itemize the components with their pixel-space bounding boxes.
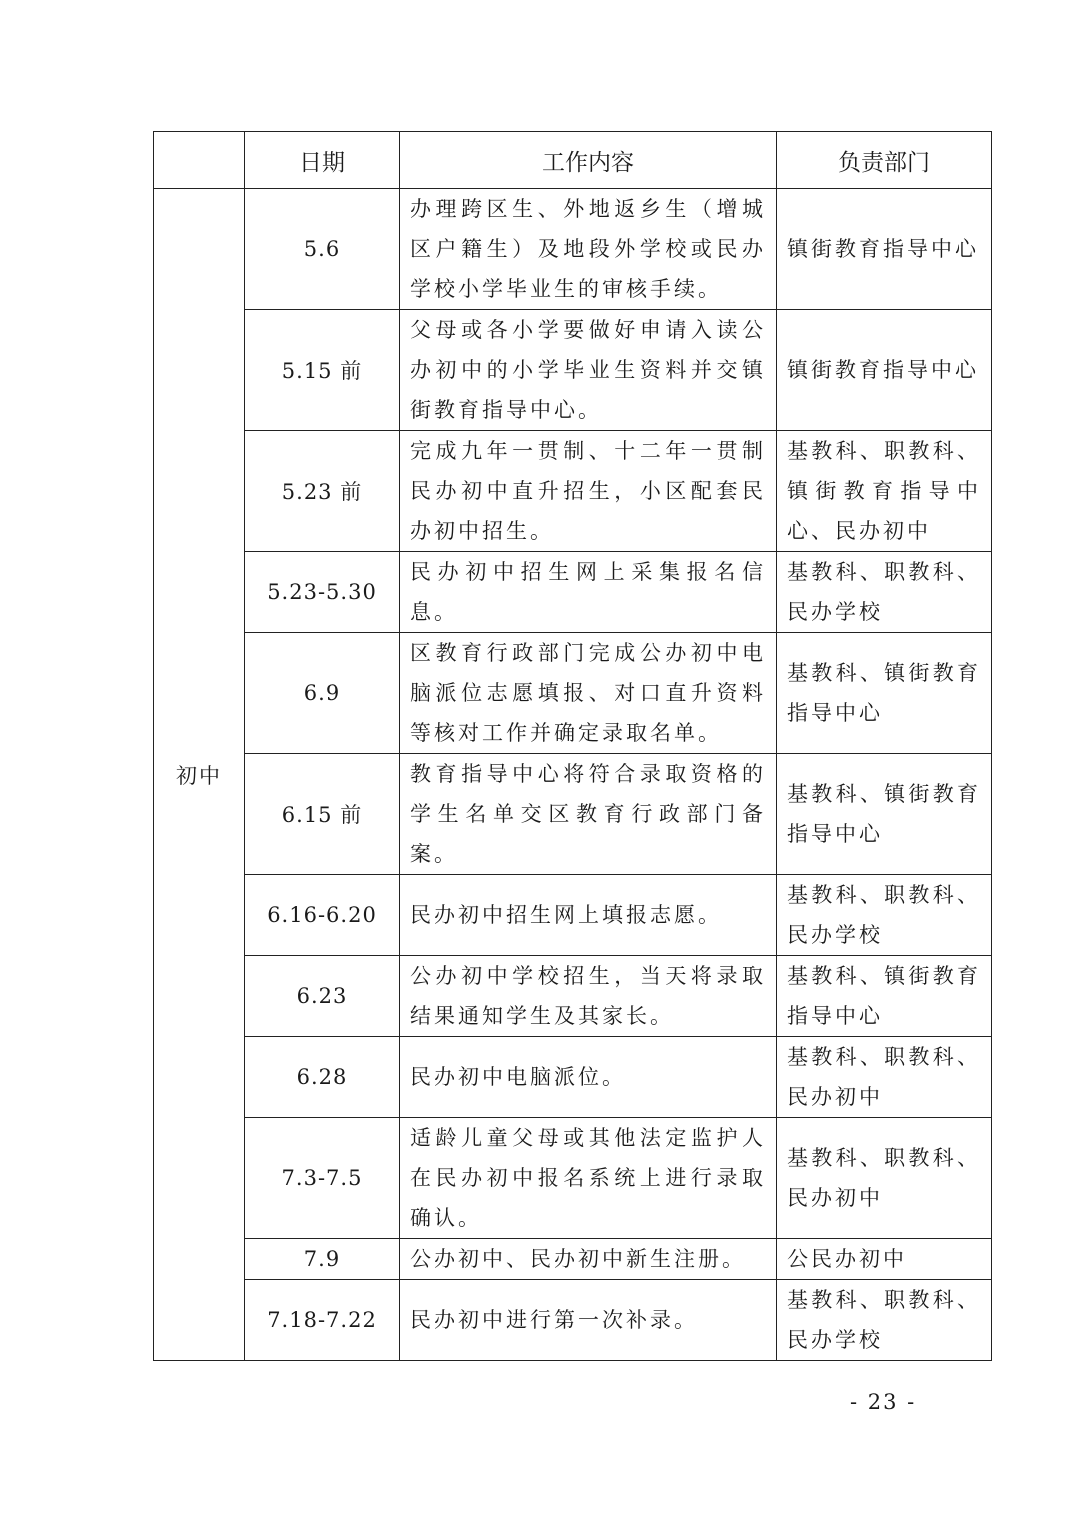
schedule-table (153, 131, 992, 1361)
content-cell: 教育指导中心将符合录取资格的学生名单交区教育行政部门备案。 (400, 754, 777, 875)
table-row (154, 875, 992, 956)
table-row (154, 552, 992, 633)
table-row (154, 633, 992, 754)
dept-cell: 基教科、职教科、民办学校 (777, 875, 992, 956)
table-row (154, 431, 992, 552)
dept-cell: 基教科、镇街教育指导中心 (777, 754, 992, 875)
content-cell: 办理跨区生、外地返乡生（增城区户籍生）及地段外学校或民办学校小学毕业生的审核手续。 (400, 189, 777, 310)
content-cell: 民办初中进行第一次补录。 (400, 1280, 777, 1361)
table-row (154, 189, 992, 310)
table-row (154, 310, 992, 431)
content-cell: 民办初中招生网上采集报名信息。 (400, 552, 777, 633)
date-cell: 6.16-6.20 (245, 875, 400, 956)
date-cell: 5.6 (245, 189, 400, 310)
table-row (154, 1239, 992, 1280)
date-cell: 5.23 前 (245, 431, 400, 552)
dept-cell: 基教科、镇街教育指导中心 (777, 956, 992, 1037)
date-cell: 6.15 前 (245, 754, 400, 875)
table-row (154, 1118, 992, 1239)
table-row (154, 956, 992, 1037)
dept-cell: 基教科、职教科、民办学校 (777, 1280, 992, 1361)
dept-cell: 公民办初中 (777, 1239, 992, 1280)
header-content: 工作内容 (400, 132, 777, 189)
table-row (154, 1280, 992, 1361)
content-cell: 父母或各小学要做好申请入读公办初中的小学毕业生资料并交镇街教育指导中心。 (400, 310, 777, 431)
header-dept: 负责部门 (777, 132, 992, 189)
content-cell: 完成九年一贯制、十二年一贯制民办初中直升招生，小区配套民办初中招生。 (400, 431, 777, 552)
table-header-row (154, 132, 992, 189)
date-cell: 6.9 (245, 633, 400, 754)
dept-cell: 镇街教育指导中心 (777, 189, 992, 310)
date-cell: 6.28 (245, 1037, 400, 1118)
content-cell: 公办初中学校招生，当天将录取结果通知学生及其家长。 (400, 956, 777, 1037)
content-cell: 适龄儿童父母或其他法定监护人在民办初中报名系统上进行录取确认。 (400, 1118, 777, 1239)
page-number: - 23 - (850, 1390, 917, 1414)
table-row (154, 754, 992, 875)
content-cell: 公办初中、民办初中新生注册。 (400, 1239, 777, 1280)
dept-cell: 基教科、职教科、民办学校 (777, 552, 992, 633)
content-cell: 民办初中电脑派位。 (400, 1037, 777, 1118)
date-cell: 7.9 (245, 1239, 400, 1280)
content-cell: 民办初中招生网上填报志愿。 (400, 875, 777, 956)
dept-cell: 镇街教育指导中心 (777, 310, 992, 431)
stage-cell: 初中 (154, 189, 245, 1361)
date-cell: 7.18-7.22 (245, 1280, 400, 1361)
date-cell: 5.15 前 (245, 310, 400, 431)
header-stage (154, 132, 245, 189)
dept-cell: 基教科、职教科、民办初中 (777, 1118, 992, 1239)
table-body (154, 189, 992, 1361)
dept-cell: 基教科、镇街教育指导中心 (777, 633, 992, 754)
dept-cell: 基教科、职教科、镇街教育指导中心、民办初中 (777, 431, 992, 552)
header-date: 日期 (245, 132, 400, 189)
date-cell: 7.3-7.5 (245, 1118, 400, 1239)
date-cell: 5.23-5.30 (245, 552, 400, 633)
table-row (154, 1037, 992, 1118)
content-cell: 区教育行政部门完成公办初中电脑派位志愿填报、对口直升资料等核对工作并确定录取名单。 (400, 633, 777, 754)
date-cell: 6.23 (245, 956, 400, 1037)
dept-cell: 基教科、职教科、民办初中 (777, 1037, 992, 1118)
